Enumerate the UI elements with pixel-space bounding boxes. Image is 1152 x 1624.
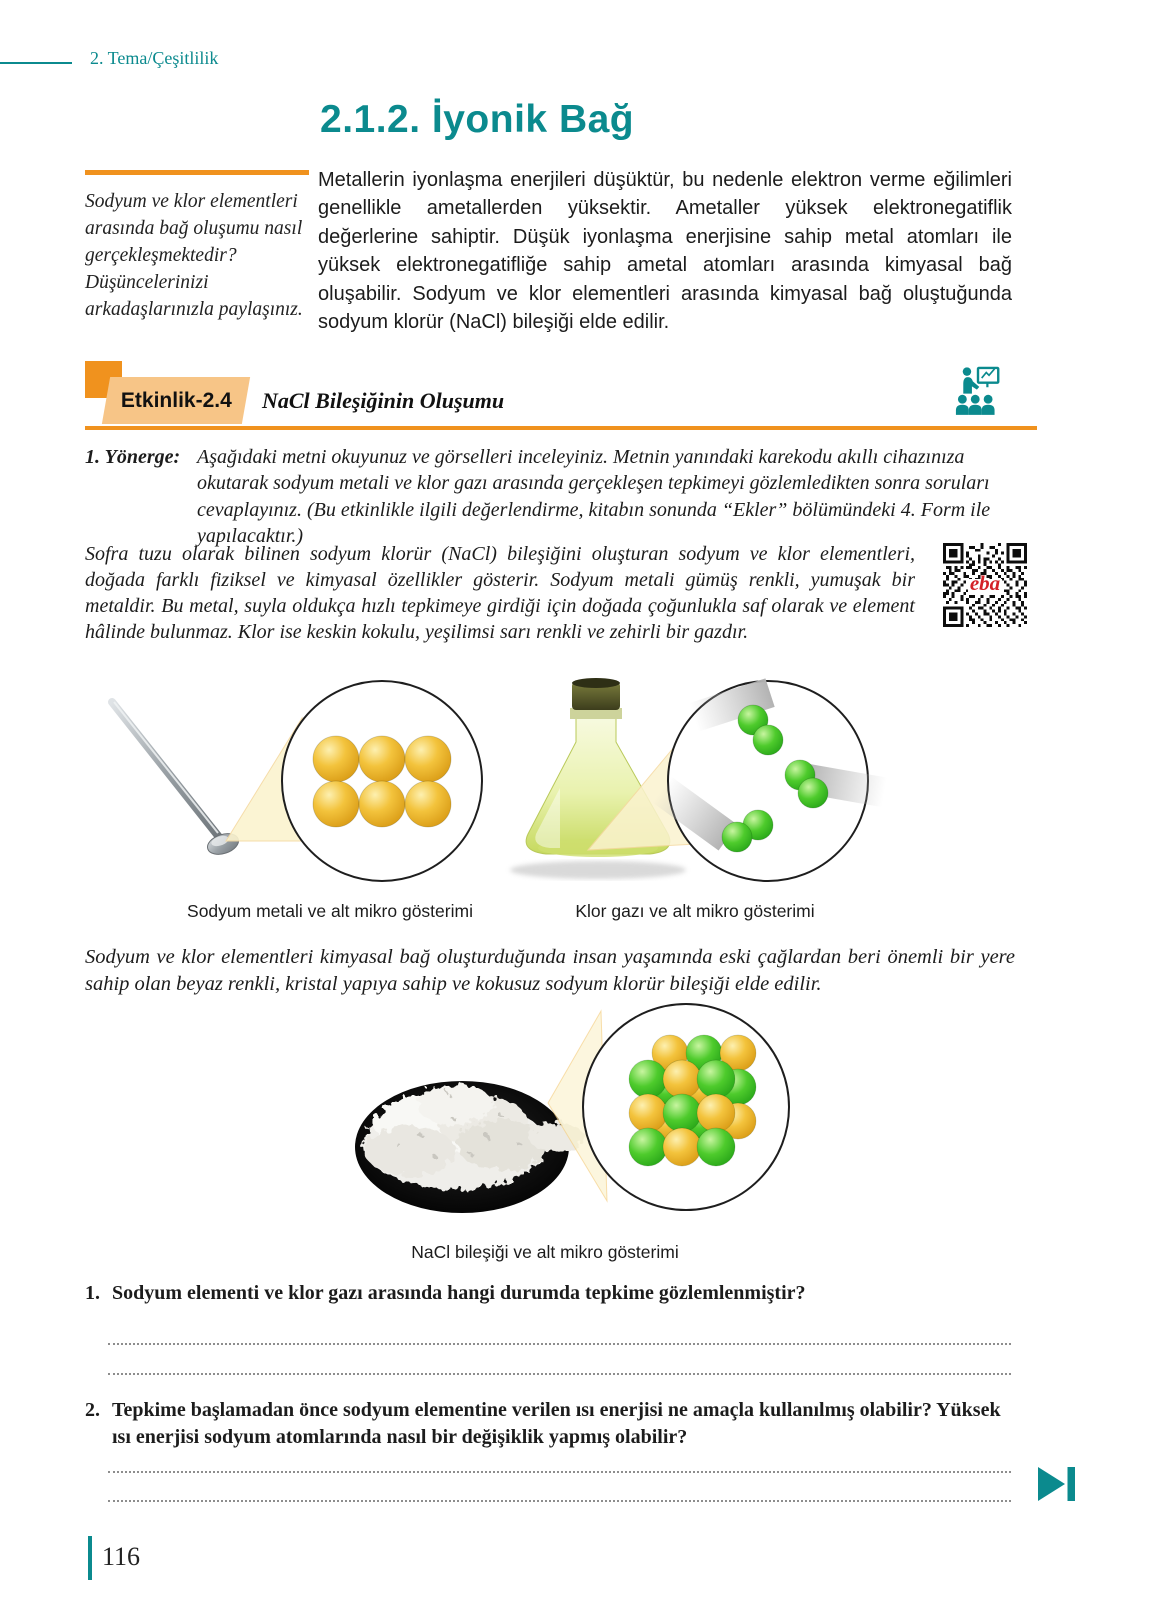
question-1-text: Sodyum elementi ve klor gazı arasında hangi durumda tepkime gözlemlenmiştir? — [112, 1282, 806, 1304]
directive-block — [85, 444, 1015, 549]
nacl-micro-view — [583, 1004, 789, 1210]
page-number-bar — [88, 1536, 92, 1580]
directive-text: Aşağıdaki metni okuyunuz ve görselleri inceleyiniz. Metnin yanındaki karekodu akıllı cihazınıza okutarak sodyum metali ve klor gazı arasında gerçekleşen tepkimeyi gözlemledikten sonra soruları cevaplayınız. (Bu etkinlikle ilgili değerlendirme, kitabın sonunda “Ekler” bölümündeki 4. Form ile yapılacaktır.) — [197, 446, 991, 547]
activity-rule — [85, 426, 1037, 430]
page-number: 116 — [102, 1542, 141, 1571]
caption-sodium: Sodyum metali ve alt mikro gösterimi — [187, 901, 473, 921]
figure-sodium-chlorine — [0, 638, 1152, 900]
intro-paragraph: Metallerin iyonlaşma enerjileri düşüktür, bu nedenle elektron verme eğilimleri genellikle ametallerden yüksektir. Ametaller yüksek elektronegatiflik değerlerine sahiptir. Düşük iyonlaşma enerjisine sahip metal atomları ile yüksek elektronegatifliğe sahip ametal atomları arasında kimyasal bağ oluşabilir. Sodyum ve klor elementleri arasında kimyasal bağ oluştuğunda sodyum klorür (NaCl) bileşiği elde edilir. — [318, 169, 1012, 334]
answer-line — [108, 1500, 1011, 1502]
question-1 — [85, 1280, 1015, 1307]
eba-logo: eba — [969, 571, 1001, 595]
sodium-micro-view — [282, 681, 482, 881]
theme-header: 2. Tema/Çeşitlilik — [90, 48, 219, 68]
directive-label: 1. Yönerge: — [85, 446, 181, 468]
sodium-rod — [112, 702, 241, 858]
answer-line — [108, 1373, 1011, 1375]
answer-line — [108, 1343, 1011, 1345]
activity-badge — [102, 377, 250, 424]
reading-paragraph: Sofra tuzu olarak bilinen sodyum klorür (NaCl) bileşiğini oluşturan sodyum ve klor elementleri, doğada farklı fiziksel ve kimyasal özellikler gösterir. Sodyum metali gümüş renkli, yumuşak bir metaldir. Bu metal, suyla oldukça hızlı tepkimeye girdiği için doğada çoğunlukla saf olarak ve element hâlinde bulunmaz. Klor ise keskin kokulu, yeşilimsi sarı renkli ve zehirli bir gazdır. — [85, 543, 915, 643]
salt-paragraph: Sodyum ve klor elementleri kimyasal bağ oluşturduğunda insan yaşamında eski çağlardan beri önemli bir yere sahip olan beyaz renkli, kristal yapıya sahip ve kokusuz sodyum klorür bileşiği elde edilir. — [85, 946, 1015, 995]
presentation-icon — [955, 364, 1001, 416]
answer-line — [108, 1471, 1011, 1473]
section-title: 2.1.2. İyonik Bağ — [320, 98, 635, 141]
question-2 — [85, 1397, 1015, 1451]
margin-note: Sodyum ve klor elementleri arasında bağ oluşumu nasıl gerçekleşmektedir? Düşüncelerinizi arkadaşlarınızla paylaşınız. — [85, 170, 309, 323]
figure-nacl — [0, 995, 1152, 1245]
question-2-number: 2. — [85, 1399, 100, 1421]
header-rule — [0, 62, 72, 64]
caption-chlorine: Klor gazı ve alt mikro gösterimi — [575, 901, 815, 921]
activity-title: NaCl Bileşiğinin Oluşumu — [262, 388, 505, 413]
caption-nacl: NaCl bileşiği ve alt mikro gösterimi — [411, 1242, 679, 1262]
question-2-text: Tepkime başlamadan önce sodyum elementine verilen ısı enerjisi ne amaçla kullanılmış olabilir? Yüksek ısı enerjisi sodyum atomlarında nasıl bir değişiklik yapmış olabilir? — [112, 1399, 1001, 1448]
activity-badge-label: Etkinlik-2.4 — [120, 388, 232, 412]
chlorine-micro-view — [652, 678, 887, 881]
next-page-icon — [1038, 1466, 1078, 1502]
qr-code-eba — [943, 543, 1027, 627]
question-1-number: 1. — [85, 1282, 100, 1304]
